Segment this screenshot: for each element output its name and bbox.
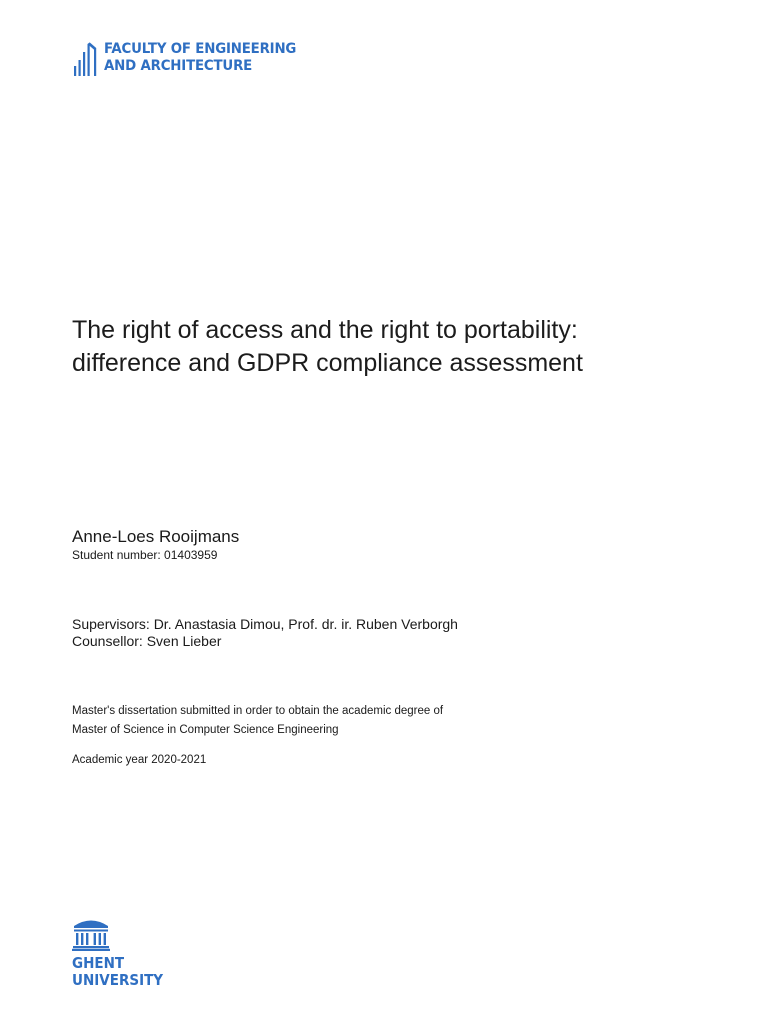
ghent-university-line1: GHENT [72,954,125,972]
counsellor: Counsellor: Sven Lieber [72,633,222,649]
faculty-logo [74,40,313,80]
dissertation-statement [72,702,443,740]
ghent-university-logo [72,917,172,989]
thesis-title-line1: The right of access and the right to portability: [72,316,578,344]
faculty-name-line1: FACULTY OF ENGINEERING [104,41,297,57]
ghent-university-name [72,955,162,989]
dissertation-line1: Master's dissertation submitted in order to obtain the academic degree of [72,705,444,717]
thesis-title [72,314,712,380]
dissertation-line2: Master of Science in Computer Science Engineering [72,724,339,736]
faculty-name [104,41,296,75]
author-name: Anne-Loes Rooijmans [72,527,240,546]
faculty-building-bars-icon [74,40,98,76]
ghent-university-building-icon [72,917,110,951]
ghent-university-line2: UNIVERSITY [72,971,164,989]
supervisors: Supervisors: Dr. Anastasia Dimou, Prof. dr. ir. Ruben Verborgh [72,616,458,632]
thesis-title-line2: difference and GDPR compliance assessment [72,349,583,377]
student-number: Student number: 01403959 [72,548,218,562]
academic-year: Academic year 2020-2021 [72,754,207,766]
faculty-name-line2: AND ARCHITECTURE [104,58,253,74]
